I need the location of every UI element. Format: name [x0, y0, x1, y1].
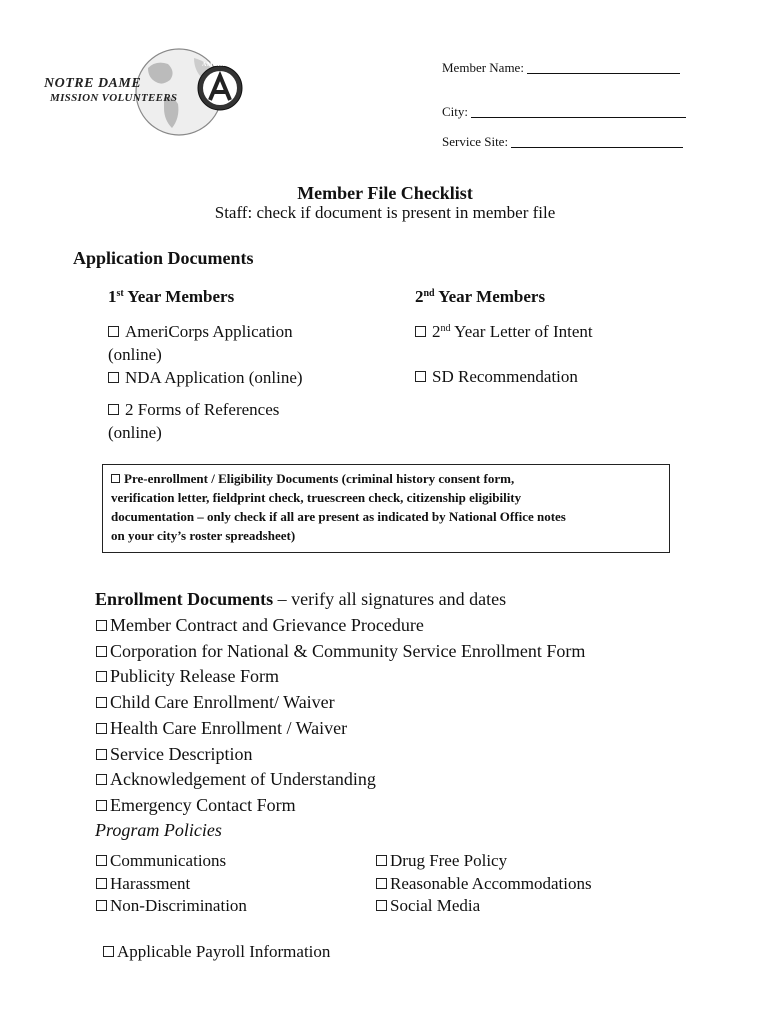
checkbox[interactable] [96, 697, 107, 708]
application-documents-heading: Application Documents [73, 248, 254, 268]
member-name-field[interactable] [442, 60, 680, 76]
checkbox[interactable] [111, 474, 120, 483]
list-item[interactable]: Harassment [96, 873, 247, 896]
logo-badge-text: AMERICORPS [202, 62, 249, 68]
list-item[interactable]: Acknowledgement of Understanding [96, 767, 585, 793]
checkbox[interactable] [376, 900, 387, 911]
checkbox[interactable] [96, 900, 107, 911]
list-item[interactable]: Social Media [376, 895, 592, 918]
checkbox[interactable] [96, 749, 107, 760]
checkbox[interactable] [415, 326, 426, 337]
list-item[interactable]: Emergency Contact Form [96, 793, 585, 819]
checkbox[interactable] [96, 671, 107, 682]
checkbox[interactable] [96, 723, 107, 734]
list-item[interactable]: Corporation for National & Community Service Enrollment Form [96, 639, 585, 665]
checkbox[interactable] [96, 774, 107, 785]
service-site-field[interactable] [442, 134, 683, 150]
list-item[interactable]: Publicity Release Form [96, 664, 585, 690]
second-year-heading: 2nd Year Members [415, 287, 546, 306]
list-item[interactable]: Non-Discrimination [96, 895, 247, 918]
checkbox[interactable] [108, 372, 119, 383]
checkbox[interactable] [96, 800, 107, 811]
checklist-item-nda-application[interactable]: NDA Application (online) [108, 366, 303, 389]
preenrollment-line3: documentation – only check if all are present as indicated by National Office notes [111, 509, 566, 524]
policies-left-column [96, 850, 247, 918]
first-year-heading: 1st Year Members [108, 287, 235, 306]
list-item[interactable]: Reasonable Accommodations [376, 873, 592, 896]
checkbox[interactable] [96, 855, 107, 866]
list-item[interactable]: Health Care Enrollment / Waiver [96, 716, 585, 742]
city-blank[interactable] [471, 105, 686, 118]
program-policies-heading: Program Policies [95, 820, 222, 840]
checkbox[interactable] [415, 371, 426, 382]
city-field[interactable] [442, 104, 686, 120]
checkbox[interactable] [103, 946, 114, 957]
enrollment-documents-heading: Enrollment Documents – verify all signatures and dates [95, 589, 507, 609]
preenrollment-line2: verification letter, fieldprint check, truescreen check, citizenship eligibility [111, 490, 522, 505]
list-item[interactable]: Communications [96, 850, 247, 873]
member-name-blank[interactable] [527, 61, 680, 74]
city-label: City: [442, 104, 469, 119]
page-subtitle: Staff: check if document is present in member file [214, 203, 556, 222]
checkbox[interactable] [96, 620, 107, 631]
checkbox[interactable] [96, 646, 107, 657]
checklist-item-americorps-application[interactable]: AmeriCorps Application (online) [108, 322, 293, 364]
checkbox[interactable] [376, 878, 387, 889]
checkbox[interactable] [108, 404, 119, 415]
list-item[interactable]: Child Care Enrollment/ Waiver [96, 690, 585, 716]
list-item[interactable]: Drug Free Policy [376, 850, 592, 873]
payroll-item[interactable]: Applicable Payroll Information [103, 941, 330, 964]
member-name-label: Member Name: [442, 60, 524, 75]
checklist-item-sd-recommendation[interactable]: SD Recommendation [415, 365, 578, 388]
checkbox[interactable] [96, 878, 107, 889]
checkbox[interactable] [376, 855, 387, 866]
checklist-item-references[interactable]: 2 Forms of References (online) [108, 400, 280, 442]
page-title: Member File Checklist [297, 183, 473, 203]
preenrollment-line4: on your city’s roster spreadsheet) [111, 528, 296, 543]
preenrollment-line1: Pre-enrollment / Eligibility Documents (criminal history consent form, [124, 471, 515, 486]
logo-text-line2: MISSION VOLUNTEERS [50, 92, 178, 104]
service-site-blank[interactable] [511, 135, 683, 148]
checkbox[interactable] [108, 326, 119, 337]
enrollment-list [96, 613, 585, 819]
checklist-item-letter-of-intent[interactable]: 2nd Year Letter of Intent [415, 320, 593, 343]
service-site-label: Service Site: [442, 134, 509, 149]
organization-logo [44, 48, 249, 140]
policies-right-column [376, 850, 592, 918]
logo-text-line1: NOTRE DAME [44, 76, 142, 91]
list-item[interactable]: Member Contract and Grievance Procedure [96, 613, 585, 639]
preenrollment-box[interactable] [102, 464, 670, 553]
list-item[interactable]: Service Description [96, 742, 585, 768]
